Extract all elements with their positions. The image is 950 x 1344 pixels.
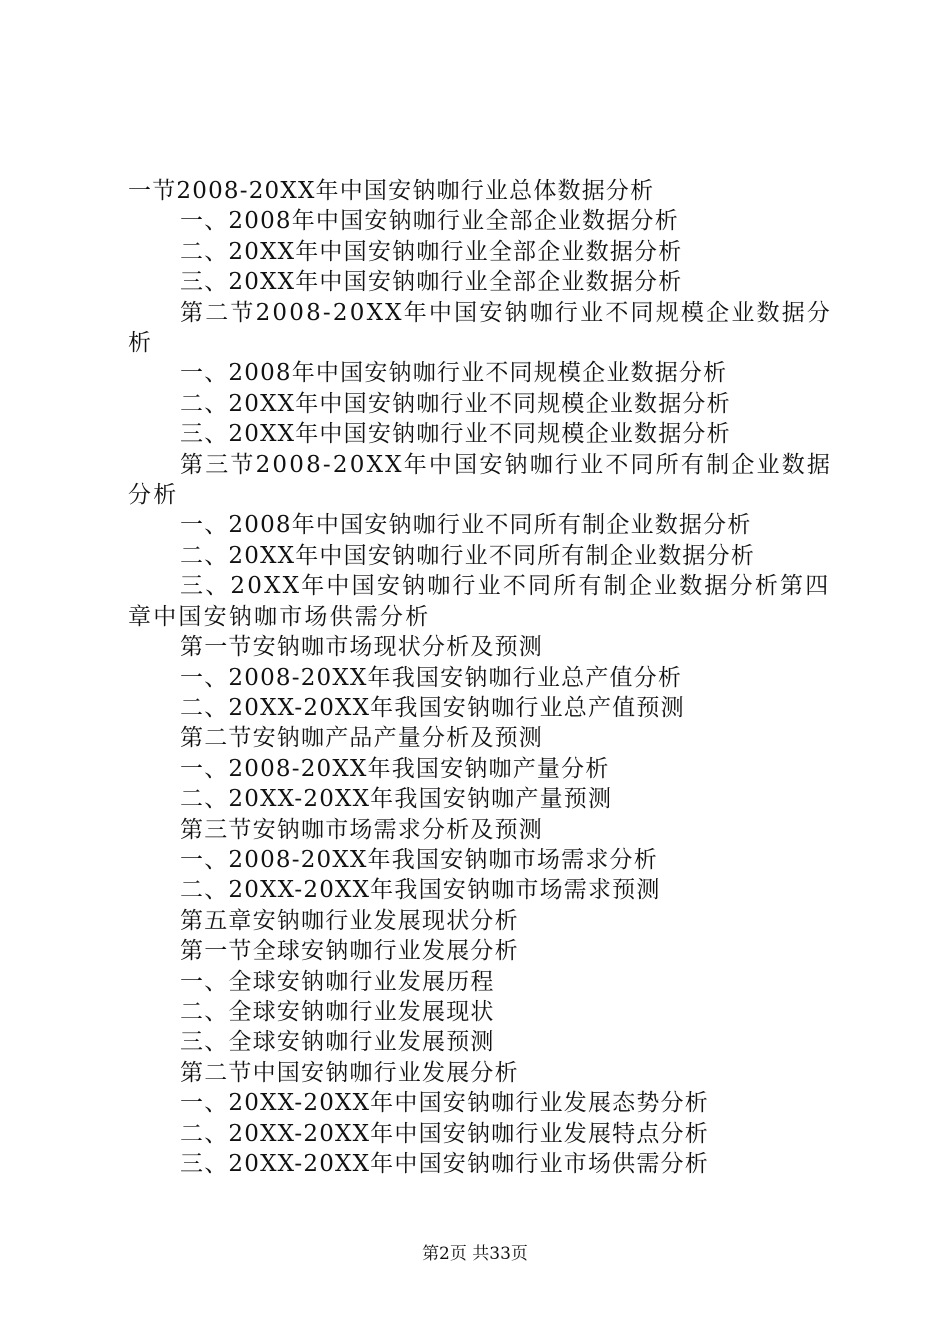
- toc-line: 第三节2008-20XX年中国安钠咖行业不同所有制企业数据分析: [128, 451, 833, 509]
- toc-line: 一、2008年中国安钠咖行业不同规模企业数据分析: [180, 360, 728, 387]
- toc-line: 二、20XX年中国安钠咖行业不同规模企业数据分析: [180, 390, 731, 417]
- toc-line: 二、20XX-20XX年我国安钠咖市场需求预测: [180, 877, 661, 904]
- toc-line: 二、20XX年中国安钠咖行业全部企业数据分析: [180, 238, 683, 265]
- toc-line: 第三节安钠咖市场需求分析及预测: [180, 816, 543, 843]
- toc-line: 三、20XX年中国安钠咖行业全部企业数据分析: [180, 269, 683, 296]
- toc-line: 一、2008年中国安钠咖行业不同所有制企业数据分析: [180, 512, 752, 539]
- toc-line: 一、20XX-20XX年中国安钠咖行业发展态势分析: [180, 1090, 709, 1117]
- toc-line: 二、20XX-20XX年中国安钠咖行业发展特点分析: [180, 1120, 709, 1147]
- toc-line: 二、20XX-20XX年我国安钠咖产量预测: [180, 786, 613, 813]
- toc-line: 三、20XX年中国安钠咖行业不同所有制企业数据分析第四章中国安钠咖市场供需分析: [128, 573, 831, 630]
- toc-line: 第五章安钠咖行业发展现状分析: [180, 907, 519, 934]
- toc-line: 二、全球安钠咖行业发展现状: [180, 998, 495, 1025]
- toc-line: 一、2008-20XX年我国安钠咖市场需求分析: [180, 846, 658, 873]
- toc-line: 第一节全球安钠咖行业发展分析: [180, 938, 519, 965]
- toc-line: 一、2008-20XX年我国安钠咖产量分析: [180, 755, 610, 782]
- toc-line: 三、全球安钠咖行业发展预测: [180, 1029, 495, 1056]
- toc-line: 一、2008年中国安钠咖行业全部企业数据分析: [180, 208, 679, 235]
- toc-line: 第二节中国安钠咖行业发展分析: [180, 1059, 519, 1086]
- toc-line: 一节2008-20XX年中国安钠咖行业总体数据分析: [128, 178, 655, 204]
- toc-line: 二、20XX年中国安钠咖行业不同所有制企业数据分析: [180, 542, 756, 569]
- toc-line: 一、全球安钠咖行业发展历程: [180, 968, 495, 995]
- toc-line: 二、20XX-20XX年我国安钠咖行业总产值预测: [180, 694, 685, 721]
- toc-line: 第二节2008-20XX年中国安钠咖行业不同规模企业数据分析: [128, 299, 833, 357]
- toc-line: 三、20XX年中国安钠咖行业不同规模企业数据分析: [180, 421, 731, 448]
- toc-body: [128, 176, 836, 1179]
- toc-line: 三、20XX-20XX年中国安钠咖行业市场供需分析: [180, 1151, 709, 1177]
- toc-line: 一、2008-20XX年我国安钠咖行业总产值分析: [180, 664, 683, 691]
- toc-line: 第一节安钠咖市场现状分析及预测: [180, 634, 543, 661]
- toc-line: 第二节安钠咖产品产量分析及预测: [180, 725, 543, 752]
- page-footer: 第2页 共33页: [422, 1244, 528, 1264]
